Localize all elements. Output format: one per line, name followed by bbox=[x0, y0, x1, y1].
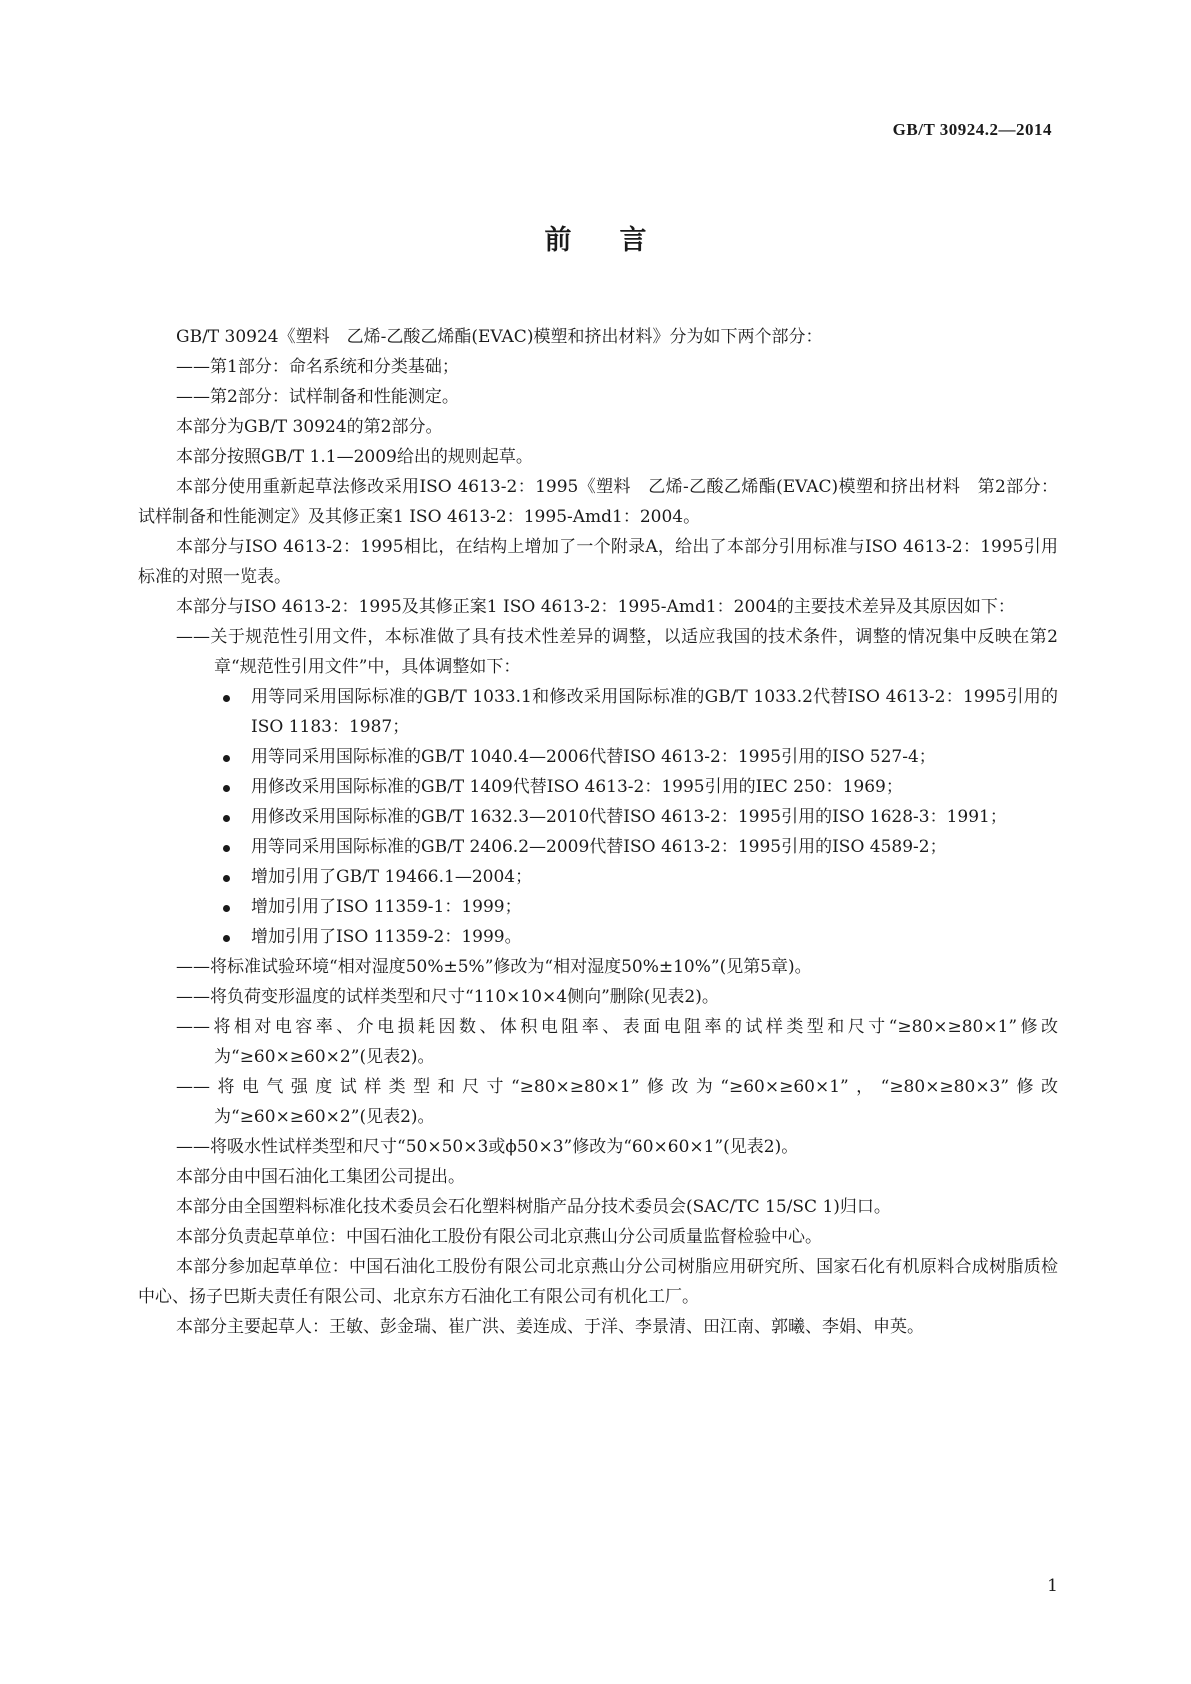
bullet-dot-icon bbox=[223, 785, 230, 792]
paragraph: 本部分使用重新起草法修改采用ISO 4613-2：1995《塑料 乙烯-乙酸乙烯酯(EVAC)模塑和挤出材料 第2部分：试样制备和性能测定》及其修正案1 ISO 4613-2：1995-Amd1：2004。 bbox=[138, 477, 1058, 527]
bullet-text: 用等同采用国际标准的GB/T 1040.4—2006代替ISO 4613-2：1995引用的ISO 527-4； bbox=[251, 747, 936, 767]
bullet-text: 用修改采用国际标准的GB/T 1409代替ISO 4613-2：1995引用的IEC 250：1969； bbox=[251, 777, 903, 797]
paragraph: 本部分负责起草单位：中国石油化工股份有限公司北京燕山分公司质量监督检验中心。 bbox=[176, 1227, 822, 1247]
paragraph: 本部分参加起草单位：中国石油化工股份有限公司北京燕山分公司树脂应用研究所、国家石化有机原料合成树脂质检中心、扬子巴斯夫责任有限公司、北京东方石油化工有限公司有机化工厂。 bbox=[138, 1257, 1058, 1307]
bullet-dot-icon bbox=[223, 875, 230, 882]
bullet-text: 增加引用了ISO 11359-1：1999； bbox=[251, 897, 522, 917]
page-number: 1 bbox=[1047, 1576, 1058, 1596]
dash-item: ——将负荷变形温度的试样类型和尺寸“110×10×4侧向”删除(见表2)。 bbox=[176, 987, 719, 1007]
bullet-item bbox=[138, 862, 1058, 892]
dash-item: ——将吸水性试样类型和尺寸“50×50×3或ϕ50×3”修改为“60×60×1”(见表2)。 bbox=[176, 1137, 799, 1157]
paragraph: 本部分由中国石油化工集团公司提出。 bbox=[176, 1167, 465, 1187]
bullet-text: 增加引用了ISO 11359-2：1999。 bbox=[251, 927, 522, 947]
dash-item: ——将标准试验环境“相对湿度50%±5%”修改为“相对湿度50%±10%”(见第5章)。 bbox=[176, 957, 812, 977]
standard-number: GB/T 30924.2—2014 bbox=[892, 120, 1052, 139]
bullet-item bbox=[138, 892, 1058, 922]
paragraph: GB/T 30924《塑料 乙烯-乙酸乙烯酯(EVAC)模塑和挤出材料》分为如下两个部分： bbox=[176, 327, 823, 347]
paragraph: 本部分主要起草人：王敏、彭金瑞、崔广洪、姜连成、于洋、李景清、田江南、郭曦、李娟、申英。 bbox=[176, 1317, 924, 1337]
bullet-dot-icon bbox=[223, 905, 230, 912]
bullet-item bbox=[138, 682, 1058, 742]
dash-item: ——将电气强度试样类型和尺寸“≥80×≥80×1”修改为“≥60×≥60×1”，“≥80×≥80×3”修改为“≥60×≥60×2”(见表2)。 bbox=[176, 1077, 1058, 1127]
bullet-dot-icon bbox=[223, 845, 230, 852]
bullet-item bbox=[138, 772, 1058, 802]
dash-item: ——关于规范性引用文件，本标准做了具有技术性差异的调整，以适应我国的技术条件，调整的情况集中反映在第2章“规范性引用文件”中，具体调整如下： bbox=[176, 627, 1058, 677]
bullet-dot-icon bbox=[223, 815, 230, 822]
dash-item: ——第1部分：命名系统和分类基础； bbox=[176, 357, 459, 377]
bullet-dot-icon bbox=[223, 935, 230, 942]
bullet-text: 用等同采用国际标准的GB/T 1033.1和修改采用国际标准的GB/T 1033.2代替ISO 4613-2：1995引用的ISO 1183：1987； bbox=[251, 687, 1058, 737]
bullet-text: 增加引用了GB/T 19466.1—2004； bbox=[251, 867, 533, 887]
page-title: 前言 bbox=[544, 225, 695, 256]
bullet-dot-icon bbox=[223, 695, 230, 702]
bullet-dot-icon bbox=[223, 755, 230, 762]
paragraph: 本部分为GB/T 30924的第2部分。 bbox=[176, 417, 443, 437]
bullet-item bbox=[138, 922, 1058, 952]
bullet-item bbox=[138, 742, 1058, 772]
bullet-text: 用等同采用国际标准的GB/T 2406.2—2009代替ISO 4613-2：1995引用的ISO 4589-2； bbox=[251, 837, 947, 857]
paragraph: 本部分与ISO 4613-2：1995相比，在结构上增加了一个附录A，给出了本部分引用标准与ISO 4613-2：1995引用标准的对照一览表。 bbox=[138, 537, 1058, 587]
dash-item: ——第2部分：试样制备和性能测定。 bbox=[176, 387, 459, 407]
paragraph: 本部分按照GB/T 1.1—2009给出的规则起草。 bbox=[176, 447, 533, 467]
paragraph: 本部分由全国塑料标准化技术委员会石化塑料树脂产品分技术委员会(SAC/TC 15/SC 1)归口。 bbox=[176, 1197, 891, 1217]
bullet-item bbox=[138, 802, 1058, 832]
document-body bbox=[138, 322, 1058, 1342]
dash-item: ——将相对电容率、介电损耗因数、体积电阻率、表面电阻率的试样类型和尺寸“≥80×≥80×1”修改为“≥60×≥60×2”(见表2)。 bbox=[176, 1017, 1058, 1067]
paragraph: 本部分与ISO 4613-2：1995及其修正案1 ISO 4613-2：1995-Amd1：2004的主要技术差异及其原因如下： bbox=[176, 597, 1015, 617]
bullet-text: 用修改采用国际标准的GB/T 1632.3—2010代替ISO 4613-2：1995引用的ISO 1628-3：1991； bbox=[251, 807, 1007, 827]
bullet-item bbox=[138, 832, 1058, 862]
